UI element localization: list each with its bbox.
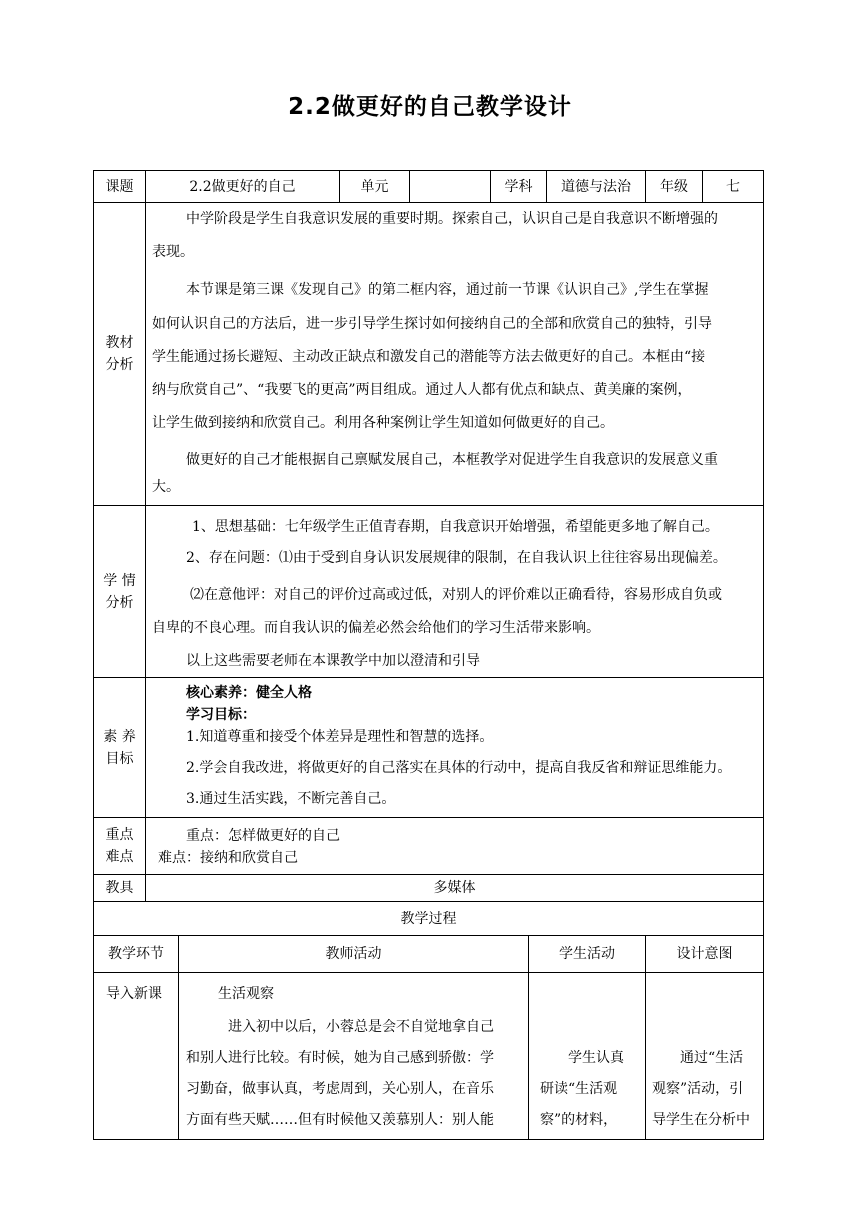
text-line: 大。 [152,479,180,495]
tools-value: 多媒体 [433,880,476,896]
header-student: 学生活动 [559,946,615,962]
text-line: 学生认真 [568,1050,624,1066]
grade-value: 七 [726,178,740,195]
learning-goals-title: 学习目标： [186,707,256,723]
textbook-analysis-label: 教材 分析 [105,335,134,373]
text-line: 导学生在分析中 [652,1112,750,1128]
text-line: 察”的材料， [540,1112,618,1128]
text-line: 学生能通过扬长避短、主动改正缺点和激发自己的潜能等方法去做更好的自己。本框由“接 [152,349,706,365]
goal-item: 3.通过生活实践，不断完善自己。 [186,791,396,807]
subject-value: 道德与法治 [561,178,631,195]
text-line: 表现。 [152,244,194,260]
text-line: 1、思想基础：七年级学生正值青春期，自我意识开始增强，希望能更多地了解自己。 [192,519,719,535]
header-design: 设计意图 [676,946,733,962]
text-line: 生活观察 [218,986,274,1002]
core-literacy: 核心素养：健全人格 [186,685,312,701]
key-point: 重点：怎样做更好的自己 [186,828,340,844]
tools-label: 教具 [105,880,134,896]
text-line: ⑵在意他评：对自己的评价过高或过低，对别人的评价难以正确看待，容易形成自负或 [190,587,722,603]
grade-label: 年级 [660,178,688,195]
text-line: 习勤奋，做事认真，考虑周到，关心别人，在音乐 [186,1081,494,1097]
text-line: 本节课是第三课《发现自己》的第二框内容，通过前一节课《认识自己》,学生在掌握 [186,282,709,298]
process-title: 教学过程 [400,910,457,927]
unit-label: 单元 [360,178,389,195]
text-line: 让学生做到接纳和欣赏自己。利用各种案例让学生知道如何做更好的自己。 [152,415,614,431]
text-line: 和别人进行比较。有时候，她为自己感到骄傲：学 [186,1050,494,1066]
text-line: 观察”活动，引 [652,1081,744,1097]
header-teacher: 教师活动 [325,946,382,962]
difficult-point: 难点：接纳和欣赏自己 [158,850,298,866]
unit-value [410,171,490,202]
stage-name: 导入新课 [106,986,162,1002]
text-line: 自卑的不良心理。而自我认识的偏差必然会给他们的学习生活带来影响。 [152,620,600,636]
document-title: 2.2做更好的自己教学设计 [288,94,572,120]
text-line: 研读“生活观 [540,1081,618,1097]
text-line: 方面有些天赋……但有时候他又羡慕别人：别人能 [186,1112,494,1128]
text-line: 中学阶段是学生自我意识发展的重要时期。探索自己，认识自己是自我意识不断增强的 [186,211,718,227]
student-analysis-label: 学 情 分析 [103,572,136,611]
goal-item: 2.学会自我改进，将做更好的自己落实在具体的行动中，提高自我反省和辩证思维能力。 [186,760,732,776]
topic-label: 课题 [105,178,134,195]
text-line: 以上这些需要老师在本课教学中加以澄清和引导 [186,653,480,669]
topic-value: 2.2做更好的自己 [189,178,296,195]
literacy-goals-label: 素 养 目标 [103,728,136,767]
subject-label: 学科 [504,178,533,195]
header-stage: 教学环节 [108,946,164,962]
text-line: 做更好的自己才能根据自己禀赋发展自己，本框教学对促进学生自我意识的发展意义重 [186,452,718,468]
text-line: 纳与欣赏自己”、“我要飞的更高”两目组成。通过人人都有优点和缺点、黄美廉的案例， [152,382,692,398]
key-points-label: 重点 难点 [105,827,134,865]
goal-item: 1.知道尊重和接受个体差异是理性和智慧的选择。 [186,729,494,745]
text-line: 如何认识自己的方法后，进一步引导学生探讨如何接纳自己的全部和欣赏自己的独特，引导 [152,316,712,332]
text-line: 2、存在问题：⑴由于受到自身认识发展规律的限制，在自我认识上往往容易出现偏差。 [186,550,727,566]
text-line: 进入初中以后，小蓉总是会不自觉地拿自己 [228,1019,494,1035]
text-line: 通过“生活 [680,1050,744,1066]
